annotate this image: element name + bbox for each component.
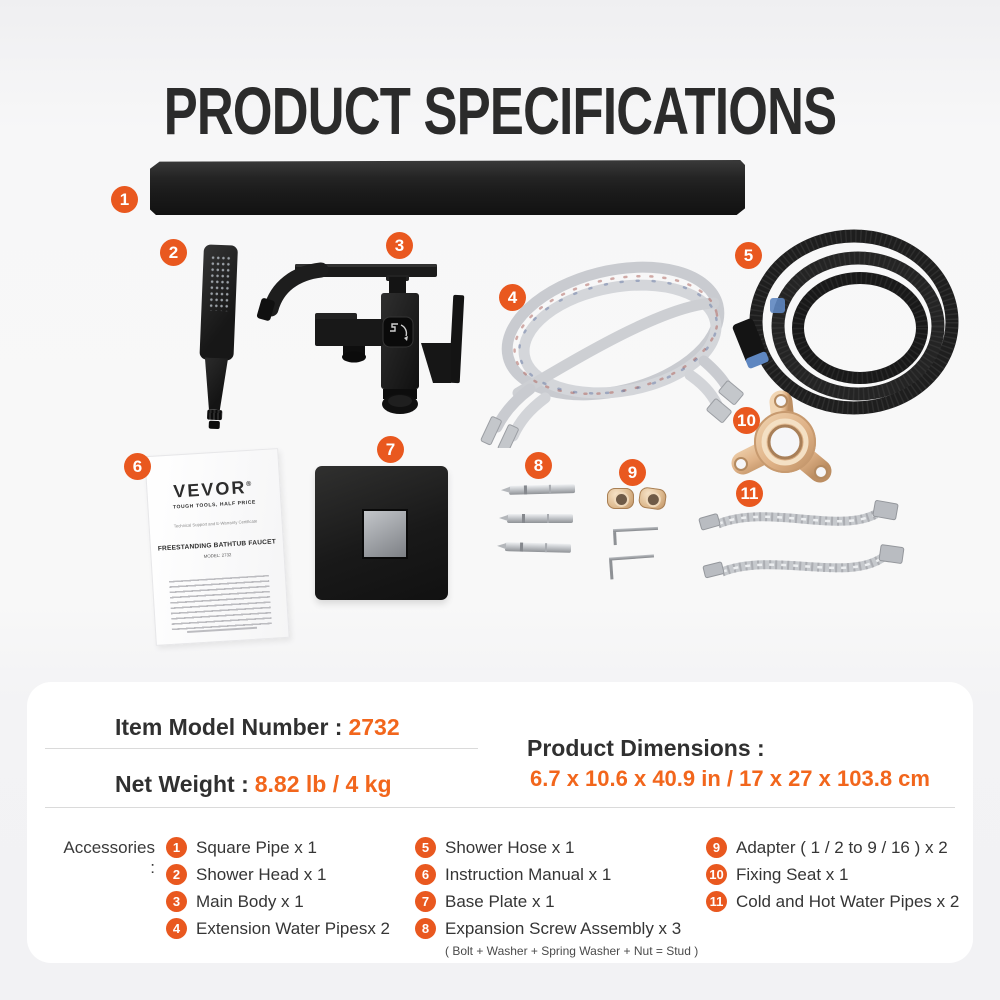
net-weight-row <box>115 771 392 798</box>
accessory-row-5 <box>415 837 574 858</box>
net-weight-value: 8.82 lb / 4 kg <box>254 771 392 797</box>
manual-brand: VEVOR® <box>172 477 254 502</box>
square-pipe-photo <box>150 160 745 215</box>
manual-tagline: TOUGH TOOLS, HALF PRICE <box>172 499 257 511</box>
fixing-seat-photo <box>720 390 845 495</box>
accessory-label-8: Expansion Screw Assembly x 3 ( Bolt + Washer + Spring Washer + Nut = Stud ) <box>445 918 698 962</box>
accessory-row-6 <box>415 864 611 885</box>
accessory-row-7 <box>415 891 555 912</box>
photo-badge-6: 6 <box>124 453 151 480</box>
list-badge-7: 7 <box>415 891 436 912</box>
photo-badge-5: 5 <box>735 242 762 269</box>
shower-head-handle <box>197 357 233 410</box>
base-plate-photo <box>315 466 448 600</box>
accessory-row-4 <box>166 918 390 939</box>
accessories-label: Accessories : <box>63 838 155 877</box>
shower-head-face <box>199 244 238 360</box>
accessory-label-2: Shower Head x 1 <box>196 865 327 884</box>
manual-cert-line: Technical Support and E-Warranty Certificate <box>173 518 258 529</box>
shower-head-tip <box>208 421 219 429</box>
allen-key-2 <box>609 554 654 560</box>
photo-badge-7: 7 <box>377 436 404 463</box>
photo-badge-10: 10 <box>733 407 760 434</box>
accessory-row-1 <box>166 837 317 858</box>
accessory-label-9: Adapter ( 1 / 2 to 9 / 16 ) x 2 <box>736 838 948 857</box>
accessory-label-7: Base Plate x 1 <box>445 892 555 911</box>
extension-water-pipes-photo <box>478 243 750 448</box>
accessory-note-8: ( Bolt + Washer + Spring Washer + Nut = Stud ) <box>445 944 699 958</box>
accessory-label-5: Shower Hose x 1 <box>445 838 575 857</box>
base-plate-recess <box>362 509 408 559</box>
accessory-row-10 <box>706 864 848 885</box>
list-badge-3: 3 <box>166 891 187 912</box>
accessory-label-11: Cold and Hot Water Pipes x 2 <box>736 892 960 911</box>
adapter-nut-1 <box>607 488 634 509</box>
expansion-screw-1 <box>509 484 575 495</box>
list-badge-2: 2 <box>166 864 187 885</box>
photo-badge-9: 9 <box>619 459 646 486</box>
model-number-row <box>115 714 400 741</box>
photo-badge-3: 3 <box>386 232 413 259</box>
list-badge-4: 4 <box>166 918 187 939</box>
list-badge-6: 6 <box>415 864 436 885</box>
accessory-label-6: Instruction Manual x 1 <box>445 865 612 884</box>
adapter-nut-2 <box>638 486 668 511</box>
accessory-label-10: Fixing Seat x 1 <box>736 865 849 884</box>
accessory-label-3: Main Body x 1 <box>196 892 304 911</box>
expansion-screw-2 <box>507 514 573 523</box>
list-badge-11: 11 <box>706 891 727 912</box>
accessory-label-4: Extension Water Pipesx 2 <box>196 919 391 938</box>
list-badge-5: 5 <box>415 837 436 858</box>
manual-title: FREESTANDING BATHTUB FAUCET <box>157 538 277 553</box>
accessory-row-11 <box>706 891 959 912</box>
instruction-manual-photo <box>144 448 289 646</box>
photo-badge-1: 1 <box>111 186 138 213</box>
photo-badge-4: 4 <box>499 284 526 311</box>
dimensions-label: Product Dimensions : <box>527 735 765 761</box>
spray-dots <box>208 255 231 312</box>
manual-model-line: MODEL: 2732 <box>203 552 232 559</box>
list-badge-10: 10 <box>706 864 727 885</box>
photo-badge-8: 8 <box>525 452 552 479</box>
accessory-row-3 <box>166 891 304 912</box>
expansion-screw-3 <box>505 542 571 553</box>
cold-hot-water-pipes-photo <box>698 490 908 590</box>
list-badge-1: 1 <box>166 837 187 858</box>
registered-mark: ® <box>245 480 254 489</box>
manual-paragraph <box>169 575 272 631</box>
list-badge-8: 8 <box>415 918 436 939</box>
main-body-photo <box>255 243 480 418</box>
net-weight-label: Net Weight : <box>115 771 249 797</box>
spec-card <box>27 682 973 963</box>
accessory-row-9 <box>706 837 948 858</box>
accessory-row-2 <box>166 864 326 885</box>
photo-badge-11: 11 <box>736 480 763 507</box>
shower-head-photo <box>196 244 239 427</box>
divider-model <box>45 748 478 749</box>
page-title: PRODUCT SPECIFICATIONS <box>163 73 837 149</box>
photo-badge-2: 2 <box>160 239 187 266</box>
allen-key-1 <box>613 527 658 532</box>
accessory-label-1: Square Pipe x 1 <box>196 838 317 857</box>
divider-full <box>45 807 955 808</box>
model-number-label: Item Model Number : <box>115 714 343 740</box>
dimensions-value: 6.7 x 10.6 x 40.9 in / 17 x 27 x 103.8 cm <box>530 766 930 791</box>
list-badge-9: 9 <box>706 837 727 858</box>
accessory-row-8 <box>415 918 698 962</box>
shower-head-connector <box>206 410 221 421</box>
model-number-value: 2732 <box>348 714 400 740</box>
